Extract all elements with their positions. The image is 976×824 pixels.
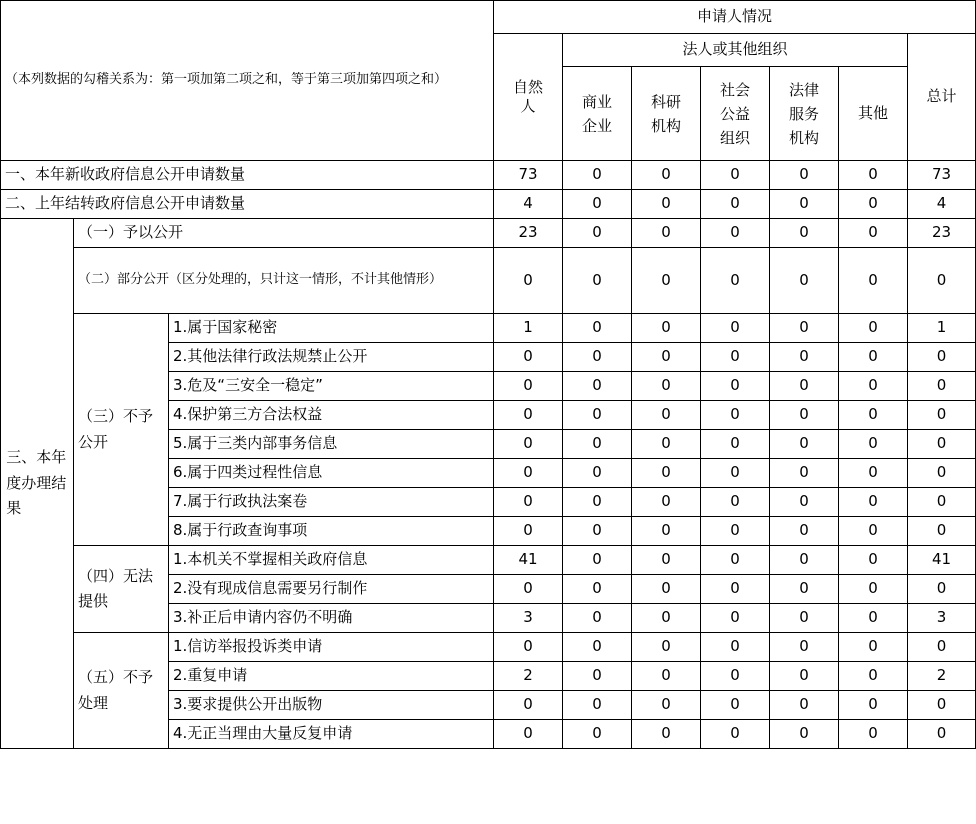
- cell-research: 0: [632, 517, 701, 546]
- header-commercial: 商业企业: [563, 67, 632, 161]
- table-row: [1, 314, 976, 343]
- cell-other: 0: [839, 314, 908, 343]
- cell-legal-service: 0: [770, 190, 839, 219]
- cell-legal-service: 0: [770, 459, 839, 488]
- cell-social: 0: [701, 401, 770, 430]
- cell-total: 0: [908, 691, 976, 720]
- cell-total: 0: [908, 248, 976, 314]
- row-label: 1.属于国家秘密: [169, 314, 494, 343]
- row-label: 5.属于三类内部事务信息: [169, 430, 494, 459]
- cell-natural: 0: [494, 575, 563, 604]
- group-label-cannot-provide: （四）无法提供: [74, 546, 169, 633]
- cell-commercial: 0: [563, 691, 632, 720]
- cell-legal-service: 0: [770, 488, 839, 517]
- row-label: 6.属于四类过程性信息: [169, 459, 494, 488]
- cell-natural: 0: [494, 248, 563, 314]
- cell-social: 0: [701, 430, 770, 459]
- cell-social: 0: [701, 219, 770, 248]
- cell-other: 0: [839, 517, 908, 546]
- cell-other: 0: [839, 633, 908, 662]
- cell-total: 0: [908, 401, 976, 430]
- cell-total: 0: [908, 633, 976, 662]
- table-row: [1, 248, 976, 314]
- cell-legal-service: 0: [770, 314, 839, 343]
- cell-natural: 3: [494, 604, 563, 633]
- cell-legal-service: 0: [770, 662, 839, 691]
- cell-research: 0: [632, 546, 701, 575]
- cell-commercial: 0: [563, 662, 632, 691]
- cell-other: 0: [839, 343, 908, 372]
- cell-research: 0: [632, 604, 701, 633]
- cell-other: 0: [839, 190, 908, 219]
- cell-other: 0: [839, 430, 908, 459]
- row-label: 2.没有现成信息需要另行制作: [169, 575, 494, 604]
- cell-commercial: 0: [563, 219, 632, 248]
- cell-social: 0: [701, 720, 770, 749]
- cell-natural: 0: [494, 401, 563, 430]
- cell-legal-service: 0: [770, 633, 839, 662]
- cell-legal-service: 0: [770, 372, 839, 401]
- cell-total: 2: [908, 662, 976, 691]
- cell-research: 0: [632, 575, 701, 604]
- cell-other: 0: [839, 604, 908, 633]
- cell-legal-service: 0: [770, 343, 839, 372]
- cell-other: 0: [839, 546, 908, 575]
- row-label: 1.本机关不掌握相关政府信息: [169, 546, 494, 575]
- cell-legal-service: 0: [770, 248, 839, 314]
- row-label: 8.属于行政查询事项: [169, 517, 494, 546]
- row-label: 1.信访举报投诉类申请: [169, 633, 494, 662]
- cell-total: 1: [908, 314, 976, 343]
- row-label: 2.重复申请: [169, 662, 494, 691]
- header-research: 科研机构: [632, 67, 701, 161]
- cell-research: 0: [632, 488, 701, 517]
- cell-commercial: 0: [563, 546, 632, 575]
- cell-other: 0: [839, 219, 908, 248]
- cell-legal-service: 0: [770, 720, 839, 749]
- cell-natural: 0: [494, 459, 563, 488]
- cell-social: 0: [701, 248, 770, 314]
- table-row: [1, 546, 976, 575]
- cell-commercial: 0: [563, 430, 632, 459]
- cell-commercial: 0: [563, 343, 632, 372]
- cell-legal-service: 0: [770, 575, 839, 604]
- row-label: 4.无正当理由大量反复申请: [169, 720, 494, 749]
- cell-commercial: 0: [563, 459, 632, 488]
- cell-natural: 73: [494, 161, 563, 190]
- cell-natural: 1: [494, 314, 563, 343]
- cell-total: 0: [908, 430, 976, 459]
- cell-research: 0: [632, 190, 701, 219]
- cell-natural: 0: [494, 691, 563, 720]
- cell-commercial: 0: [563, 720, 632, 749]
- header-note: （本列数据的勾稽关系为：第一项加第二项之和，等于第三项加第四项之和）: [1, 1, 494, 161]
- cell-other: 0: [839, 691, 908, 720]
- cell-natural: 0: [494, 430, 563, 459]
- header-total: 总计: [908, 34, 976, 161]
- cell-research: 0: [632, 662, 701, 691]
- cell-commercial: 0: [563, 161, 632, 190]
- header-legal-org: 法人或其他组织: [563, 34, 908, 67]
- cell-other: 0: [839, 720, 908, 749]
- cell-total: 0: [908, 720, 976, 749]
- cell-research: 0: [632, 430, 701, 459]
- cell-other: 0: [839, 459, 908, 488]
- cell-social: 0: [701, 343, 770, 372]
- header-other: 其他: [839, 67, 908, 161]
- cell-commercial: 0: [563, 401, 632, 430]
- cell-research: 0: [632, 372, 701, 401]
- cell-total: 41: [908, 546, 976, 575]
- cell-other: 0: [839, 248, 908, 314]
- cell-social: 0: [701, 517, 770, 546]
- cell-natural: 0: [494, 517, 563, 546]
- cell-research: 0: [632, 248, 701, 314]
- cell-natural: 41: [494, 546, 563, 575]
- row-label: 3.补正后申请内容仍不明确: [169, 604, 494, 633]
- header-social: 社会公益组织: [701, 67, 770, 161]
- cell-natural: 2: [494, 662, 563, 691]
- cell-other: 0: [839, 488, 908, 517]
- table-row: [1, 190, 976, 219]
- cell-legal-service: 0: [770, 691, 839, 720]
- cell-social: 0: [701, 459, 770, 488]
- cell-research: 0: [632, 401, 701, 430]
- cell-research: 0: [632, 633, 701, 662]
- cell-natural: 4: [494, 190, 563, 219]
- cell-commercial: 0: [563, 372, 632, 401]
- cell-commercial: 0: [563, 575, 632, 604]
- header-legal-service: 法律服务机构: [770, 67, 839, 161]
- cell-total: 0: [908, 459, 976, 488]
- cell-legal-service: 0: [770, 219, 839, 248]
- cell-social: 0: [701, 546, 770, 575]
- cell-natural: 0: [494, 488, 563, 517]
- row-label: 2.其他法律行政法规禁止公开: [169, 343, 494, 372]
- cell-other: 0: [839, 372, 908, 401]
- cell-social: 0: [701, 633, 770, 662]
- group-label-not-process: （五）不予处理: [74, 633, 169, 749]
- cell-research: 0: [632, 314, 701, 343]
- cell-natural: 0: [494, 343, 563, 372]
- cell-social: 0: [701, 575, 770, 604]
- cell-total: 0: [908, 343, 976, 372]
- cell-total: 73: [908, 161, 976, 190]
- row-label: 3.要求提供公开出版物: [169, 691, 494, 720]
- cell-research: 0: [632, 343, 701, 372]
- table-row: [1, 161, 976, 190]
- cell-research: 0: [632, 720, 701, 749]
- row-label: 3.危及“三安全一稳定”: [169, 372, 494, 401]
- cell-legal-service: 0: [770, 401, 839, 430]
- cell-research: 0: [632, 691, 701, 720]
- cell-legal-service: 0: [770, 546, 839, 575]
- cell-research: 0: [632, 161, 701, 190]
- cell-legal-service: 0: [770, 161, 839, 190]
- cell-legal-service: 0: [770, 604, 839, 633]
- cell-total: 0: [908, 575, 976, 604]
- cell-total: 0: [908, 488, 976, 517]
- cell-total: 3: [908, 604, 976, 633]
- cell-commercial: 0: [563, 190, 632, 219]
- cell-natural: 0: [494, 633, 563, 662]
- results-section-label: 三、本年度办理结果: [1, 219, 74, 749]
- cell-other: 0: [839, 161, 908, 190]
- header-natural-person: 自然人: [494, 34, 563, 161]
- table-row: [1, 633, 976, 662]
- cell-social: 0: [701, 488, 770, 517]
- cell-social: 0: [701, 372, 770, 401]
- header-applicant-situation: 申请人情况: [494, 1, 976, 34]
- cell-legal-service: 0: [770, 430, 839, 459]
- cell-commercial: 0: [563, 517, 632, 546]
- cell-natural: 0: [494, 720, 563, 749]
- row-label: 4.保护第三方合法权益: [169, 401, 494, 430]
- cell-commercial: 0: [563, 604, 632, 633]
- cell-other: 0: [839, 401, 908, 430]
- cell-social: 0: [701, 314, 770, 343]
- cell-social: 0: [701, 190, 770, 219]
- cell-commercial: 0: [563, 488, 632, 517]
- cell-social: 0: [701, 691, 770, 720]
- cell-social: 0: [701, 604, 770, 633]
- cell-total: 0: [908, 517, 976, 546]
- table-row: [1, 219, 976, 248]
- row-label: 7.属于行政执法案卷: [169, 488, 494, 517]
- cell-commercial: 0: [563, 314, 632, 343]
- cell-commercial: 0: [563, 248, 632, 314]
- cell-commercial: 0: [563, 633, 632, 662]
- row-label: （二）部分公开（区分处理的，只计这一情形，不计其他情形）: [74, 248, 494, 314]
- cell-other: 0: [839, 662, 908, 691]
- cell-research: 0: [632, 459, 701, 488]
- cell-natural: 23: [494, 219, 563, 248]
- cell-total: 4: [908, 190, 976, 219]
- row-label: 二、上年结转政府信息公开申请数量: [1, 190, 494, 219]
- cell-research: 0: [632, 219, 701, 248]
- cell-natural: 0: [494, 372, 563, 401]
- cell-total: 0: [908, 372, 976, 401]
- cell-other: 0: [839, 575, 908, 604]
- cell-social: 0: [701, 161, 770, 190]
- row-label: 一、本年新收政府信息公开申请数量: [1, 161, 494, 190]
- row-label: （一）予以公开: [74, 219, 494, 248]
- cell-legal-service: 0: [770, 517, 839, 546]
- cell-social: 0: [701, 662, 770, 691]
- cell-total: 23: [908, 219, 976, 248]
- group-label-not-disclose: （三）不予公开: [74, 314, 169, 546]
